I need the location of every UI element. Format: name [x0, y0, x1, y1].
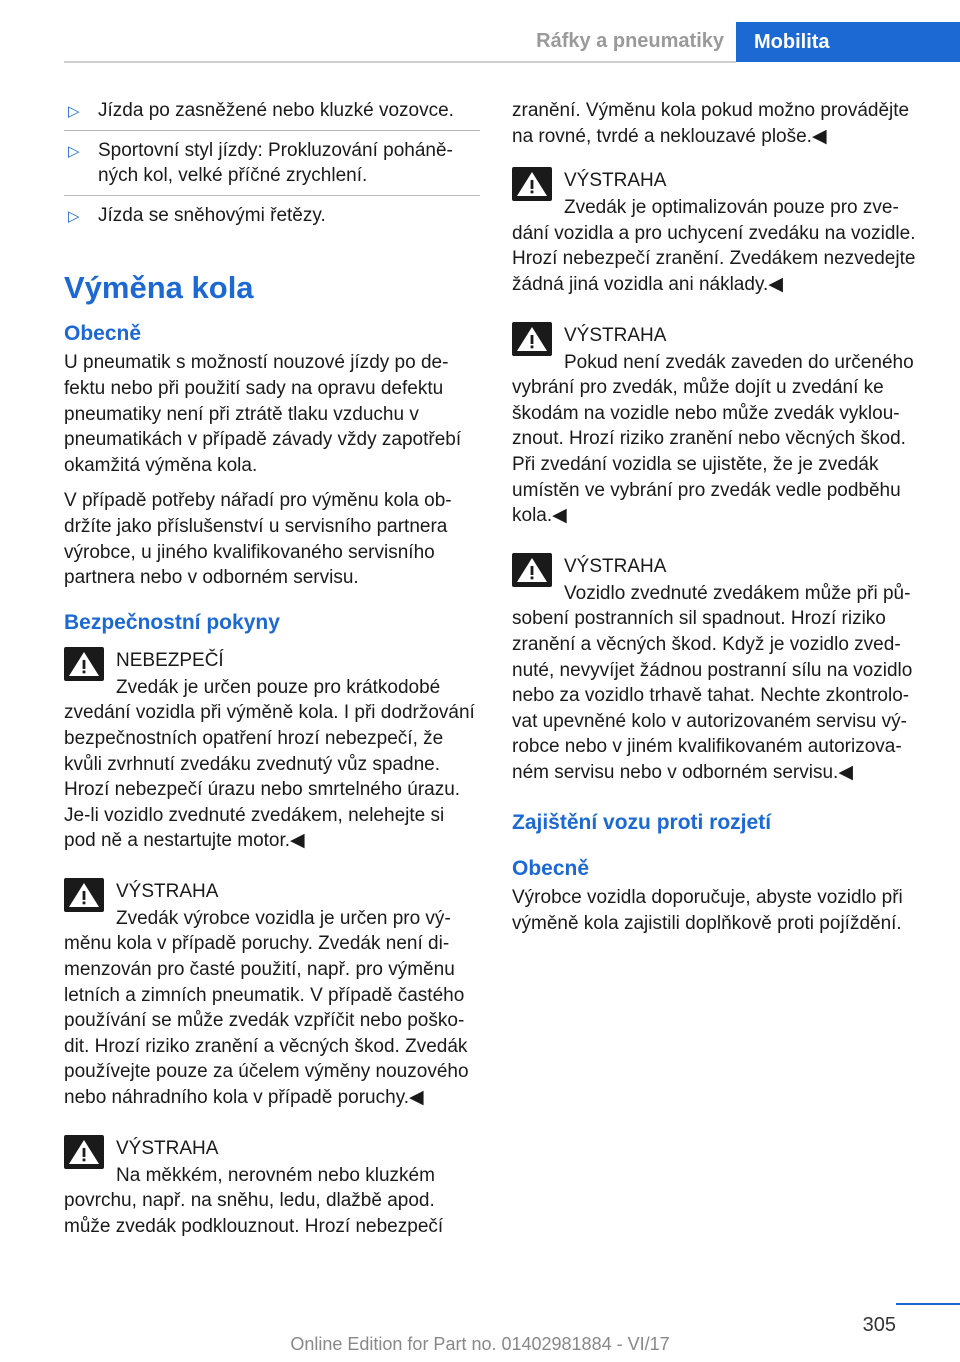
warning-label: VÝSTRAHA [564, 555, 667, 577]
subsection-heading: Obecně [512, 857, 590, 881]
paragraph: Výrobce vozidla doporučuje, abyste vozidlo při výměně kola zajistili doplňkově proti pojíždění. [512, 887, 903, 935]
bullet-list [64, 98, 480, 234]
section-heading: Zajištění vozu proti rozjetí [512, 811, 772, 835]
list-item: ▷ Sportovní styl jízdy: Prokluzování poháněných kol, velké příčné zrychlení. [64, 138, 480, 196]
header-chapter-tab: Mobilita [736, 22, 960, 62]
warning-text: Na měkkém, nerovném nebo kluzkém povrchu, např. na sněhu, ledu, dlažbě apod. může zvedák podklouznout. Hrozí nebezpečí [64, 1164, 444, 1237]
triangle-right-icon: ▷ [68, 142, 80, 160]
subsection-heading: Bezpečnostní pokyny [64, 610, 280, 634]
warning-text: Pokud není zvedák zaveden do určeného vybrání pro zvedák, může dojít u zvedání ke škodám na vozidle nebo může zvedák vyklouznout. Hrozí riziko zranění nebo věcných škod. Při zvedání vozidla se ujistěte, že je zvedák umístěn ve vybrání pro zvedák vedle podběhu kola.◀ [512, 351, 914, 527]
left-column [64, 98, 480, 1263]
warning-triangle-icon [512, 322, 552, 356]
paragraph: U pneumatik s možností nouzové jízdy po defektu nebo při použití sady na opravu defektu pneumatiky není při ztrátě tlaku vzduchu v pneumatikách v případě závady vždy zapotřebí okamžitá výměna kola. [64, 352, 462, 476]
footer-accent-rule [896, 1303, 960, 1305]
subsection-heading: Obecně [64, 322, 142, 346]
warning-block [64, 878, 480, 1111]
warning-triangle-icon [512, 553, 552, 587]
paragraph: V případě potřeby nářadí pro výměnu kola obdržíte jako příslušenství u servisního partnera výrobce, u jiného kvalifikovaného servisního partnera nebo v odborném servisu. [64, 490, 452, 589]
list-item: ▷ Jízda po zasněžené nebo kluzké vozovce. [64, 98, 480, 131]
warning-block [512, 322, 928, 529]
page-number: 305 [862, 1314, 896, 1336]
warning-triangle-icon [64, 647, 104, 681]
section-heading: Výměna kola [64, 270, 254, 306]
warning-block [512, 553, 928, 786]
warning-label: NEBEZPEČÍ [116, 649, 224, 671]
footer-edition: Online Edition for Part no. 01402981884 - VI/17 [290, 1334, 670, 1354]
warning-label: VÝSTRAHA [564, 170, 667, 192]
warning-block [64, 647, 480, 854]
warning-block [64, 1135, 480, 1240]
warning-label: VÝSTRAHA [116, 880, 219, 902]
warning-text: Zvedák výrobce vozidla je určen pro výměnu kola v případě poruchy. Zvedák není dimenzován pro časté použití, např. pro výměnu letních a zimních pneumatik. V případě častého používání se může zvedák vzpříčit nebo poškodit. Hrozí riziko zranění a věcných škod. Zvedák používejte pouze za účelem výměny nouzového nebo náhradního kola v případě poruchy.◀ [64, 907, 469, 1109]
warning-text: Vozidlo zvednuté zvedákem může při působení postranních sil spadnout. Hrozí riziko zranění a věcných škod. Když je vozidlo zvednuté, nevyvíjet žádnou postranní sílu na vozidlo nebo za vozidlo trhavě tahat. Nechte zkontrolovat upevněné kolo v autorizovaném servisu výrobce nebo v jiném kvalifikovaném autorizovaném servisu nebo v odborném servisu.◀ [512, 582, 913, 783]
warning-triangle-icon [64, 878, 104, 912]
triangle-right-icon: ▷ [68, 103, 80, 120]
warning-triangle-icon [64, 1135, 104, 1169]
header-divider [64, 61, 736, 63]
paragraph: zranění. Výměnu kola pokud možno provádějte na rovné, tvrdé a neklouzavé ploše.◀ [512, 100, 910, 147]
warning-triangle-icon [512, 167, 552, 201]
warning-text: Zvedák je optimalizován pouze pro zvedání vozidla a pro uchycení zvedáku na vozidle. Hrozí nebezpečí zranění. Zvedákem nezvedejte žádná jiná vozidla ani náklady.◀ [512, 197, 916, 295]
warning-label: VÝSTRAHA [116, 1137, 219, 1159]
list-item: ▷ Jízda se sněhovými řetězy. [64, 203, 480, 235]
warning-label: VÝSTRAHA [564, 324, 667, 346]
warning-text: Zvedák je určen pouze pro krátkodobé zvedání vozidla při výměně kola. I při dodržování bezpečnostních opatření hrozí nebezpečí, že kvůli zvrhnutí zvedáku zvednutý vůz spadne. Hrozí nebezpečí úrazu nebo smrtelného úrazu. Je-li vozidlo zvednuté zvedákem, nelehejte si pod ně a nestartujte motor.◀ [64, 676, 475, 852]
triangle-right-icon: ▷ [68, 207, 80, 225]
header-section-title: Ráfky a pneumatiky [536, 30, 724, 52]
page-header [0, 0, 960, 62]
right-column [512, 98, 928, 947]
warning-block [512, 167, 928, 297]
